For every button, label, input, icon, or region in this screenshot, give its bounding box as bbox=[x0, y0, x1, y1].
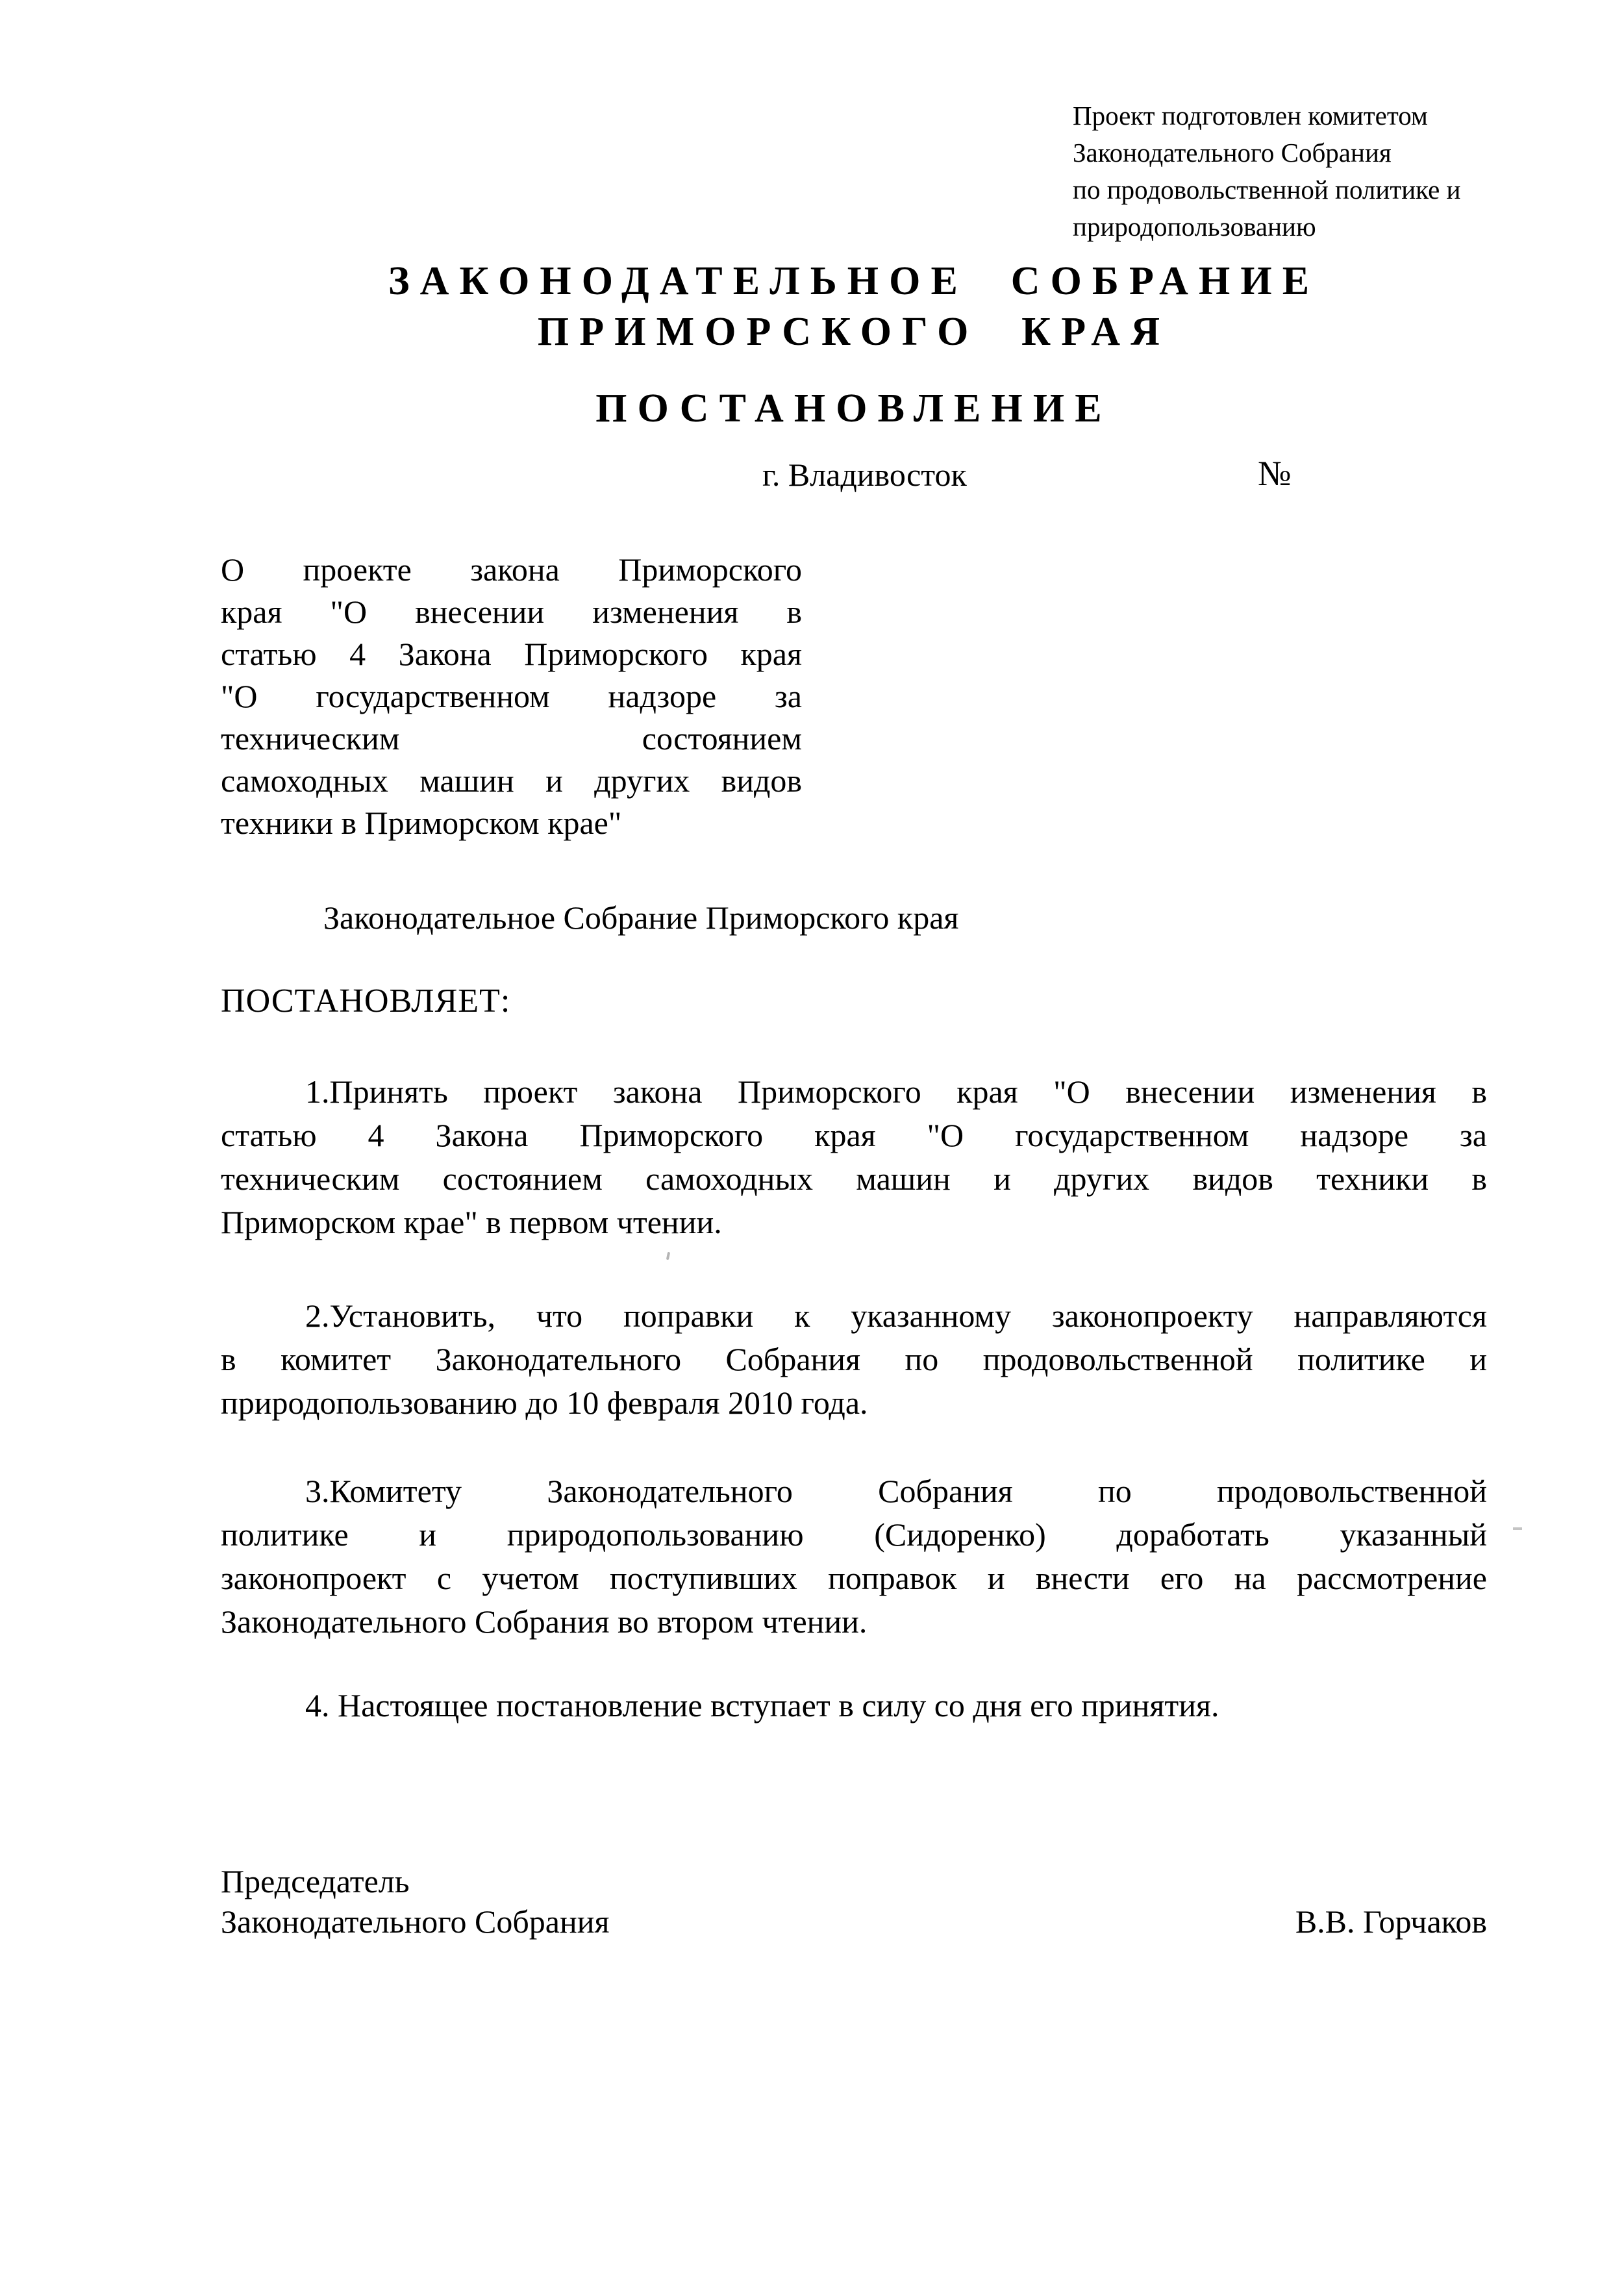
city-label: г. Владивосток bbox=[762, 457, 967, 493]
resolves-label: ПОСТАНОВЛЯЕТ: bbox=[221, 983, 511, 1020]
paragraph-4 bbox=[221, 1684, 1487, 1727]
paragraph-1 bbox=[221, 1070, 1487, 1244]
signature-block bbox=[221, 1861, 1487, 1942]
text-line: 2.Установить, что поправки к указанному законопроекту направляются bbox=[305, 1297, 1487, 1334]
text-line: 3.Комитету Законодательного Собрания по продовольственной bbox=[305, 1473, 1487, 1509]
text-line: техническим состоянием самоходных машин и других видов техники в bbox=[221, 1160, 1487, 1197]
text-line: законопроект с учетом поступивших поправок и внести его на рассмотрение bbox=[221, 1560, 1487, 1596]
text-line: 1.Принять проект закона Приморского края "О внесении изменения в bbox=[305, 1073, 1487, 1110]
text-line: по продовольственной политике и bbox=[1073, 175, 1461, 205]
signer-name: В.В. Горчаков bbox=[1295, 1903, 1487, 1940]
text-line: в комитет Законодательного Собрания по продовольственной политике и bbox=[221, 1341, 1487, 1377]
org-name-line-1: ЗАКОНОДАТЕЛЬНОЕ СОБРАНИЕ bbox=[388, 259, 1320, 303]
document-type-title: ПОСТАНОВЛЕНИЕ bbox=[595, 386, 1112, 431]
text-line: статью 4 Закона Приморского края "О государственном надзоре за bbox=[221, 1117, 1487, 1153]
text-line: края "О внесении изменения в bbox=[221, 594, 802, 630]
signer-title-line-2: Законодательного Собрания bbox=[221, 1903, 610, 1940]
text-line: "О государственном надзоре за bbox=[221, 678, 802, 714]
text-line: самоходных машин и других видов bbox=[221, 762, 802, 799]
text-line: О проекте закона Приморского bbox=[221, 551, 802, 588]
text-line: Приморском крае" в первом чтении. bbox=[221, 1204, 722, 1240]
text-line: Проект подготовлен комитетом bbox=[1073, 101, 1428, 131]
document-number-sign: № bbox=[1258, 454, 1292, 493]
scan-artifact bbox=[1513, 1527, 1522, 1530]
text-line: 4. Настоящее постановление вступает в силу со дня его принятия. bbox=[305, 1687, 1219, 1723]
scan-artifact bbox=[666, 1252, 670, 1260]
subject-block bbox=[221, 549, 802, 844]
text-line: статью 4 Закона Приморского края bbox=[221, 636, 802, 672]
assembly-line: Законодательное Собрание Приморского края bbox=[323, 899, 959, 936]
text-line: природопользованию bbox=[1073, 212, 1316, 242]
paragraph-2 bbox=[221, 1294, 1487, 1425]
text-line: природопользованию до 10 февраля 2010 года. bbox=[221, 1384, 868, 1421]
signer-title-line-1: Председатель bbox=[221, 1863, 410, 1899]
org-name-line-2: ПРИМОРСКОГО КРАЯ bbox=[537, 310, 1171, 354]
text-line: политике и природопользованию (Сидоренко) доработать указанный bbox=[221, 1516, 1487, 1553]
text-line: Законодательного Собрания bbox=[1073, 138, 1392, 168]
text-line: техническим состоянием bbox=[221, 720, 802, 757]
paragraph-3 bbox=[221, 1470, 1487, 1644]
text-line: Законодательного Собрания во втором чтении. bbox=[221, 1603, 868, 1640]
text-line: техники в Приморском крае" bbox=[221, 805, 622, 841]
prepared-by-note bbox=[1073, 97, 1527, 245]
